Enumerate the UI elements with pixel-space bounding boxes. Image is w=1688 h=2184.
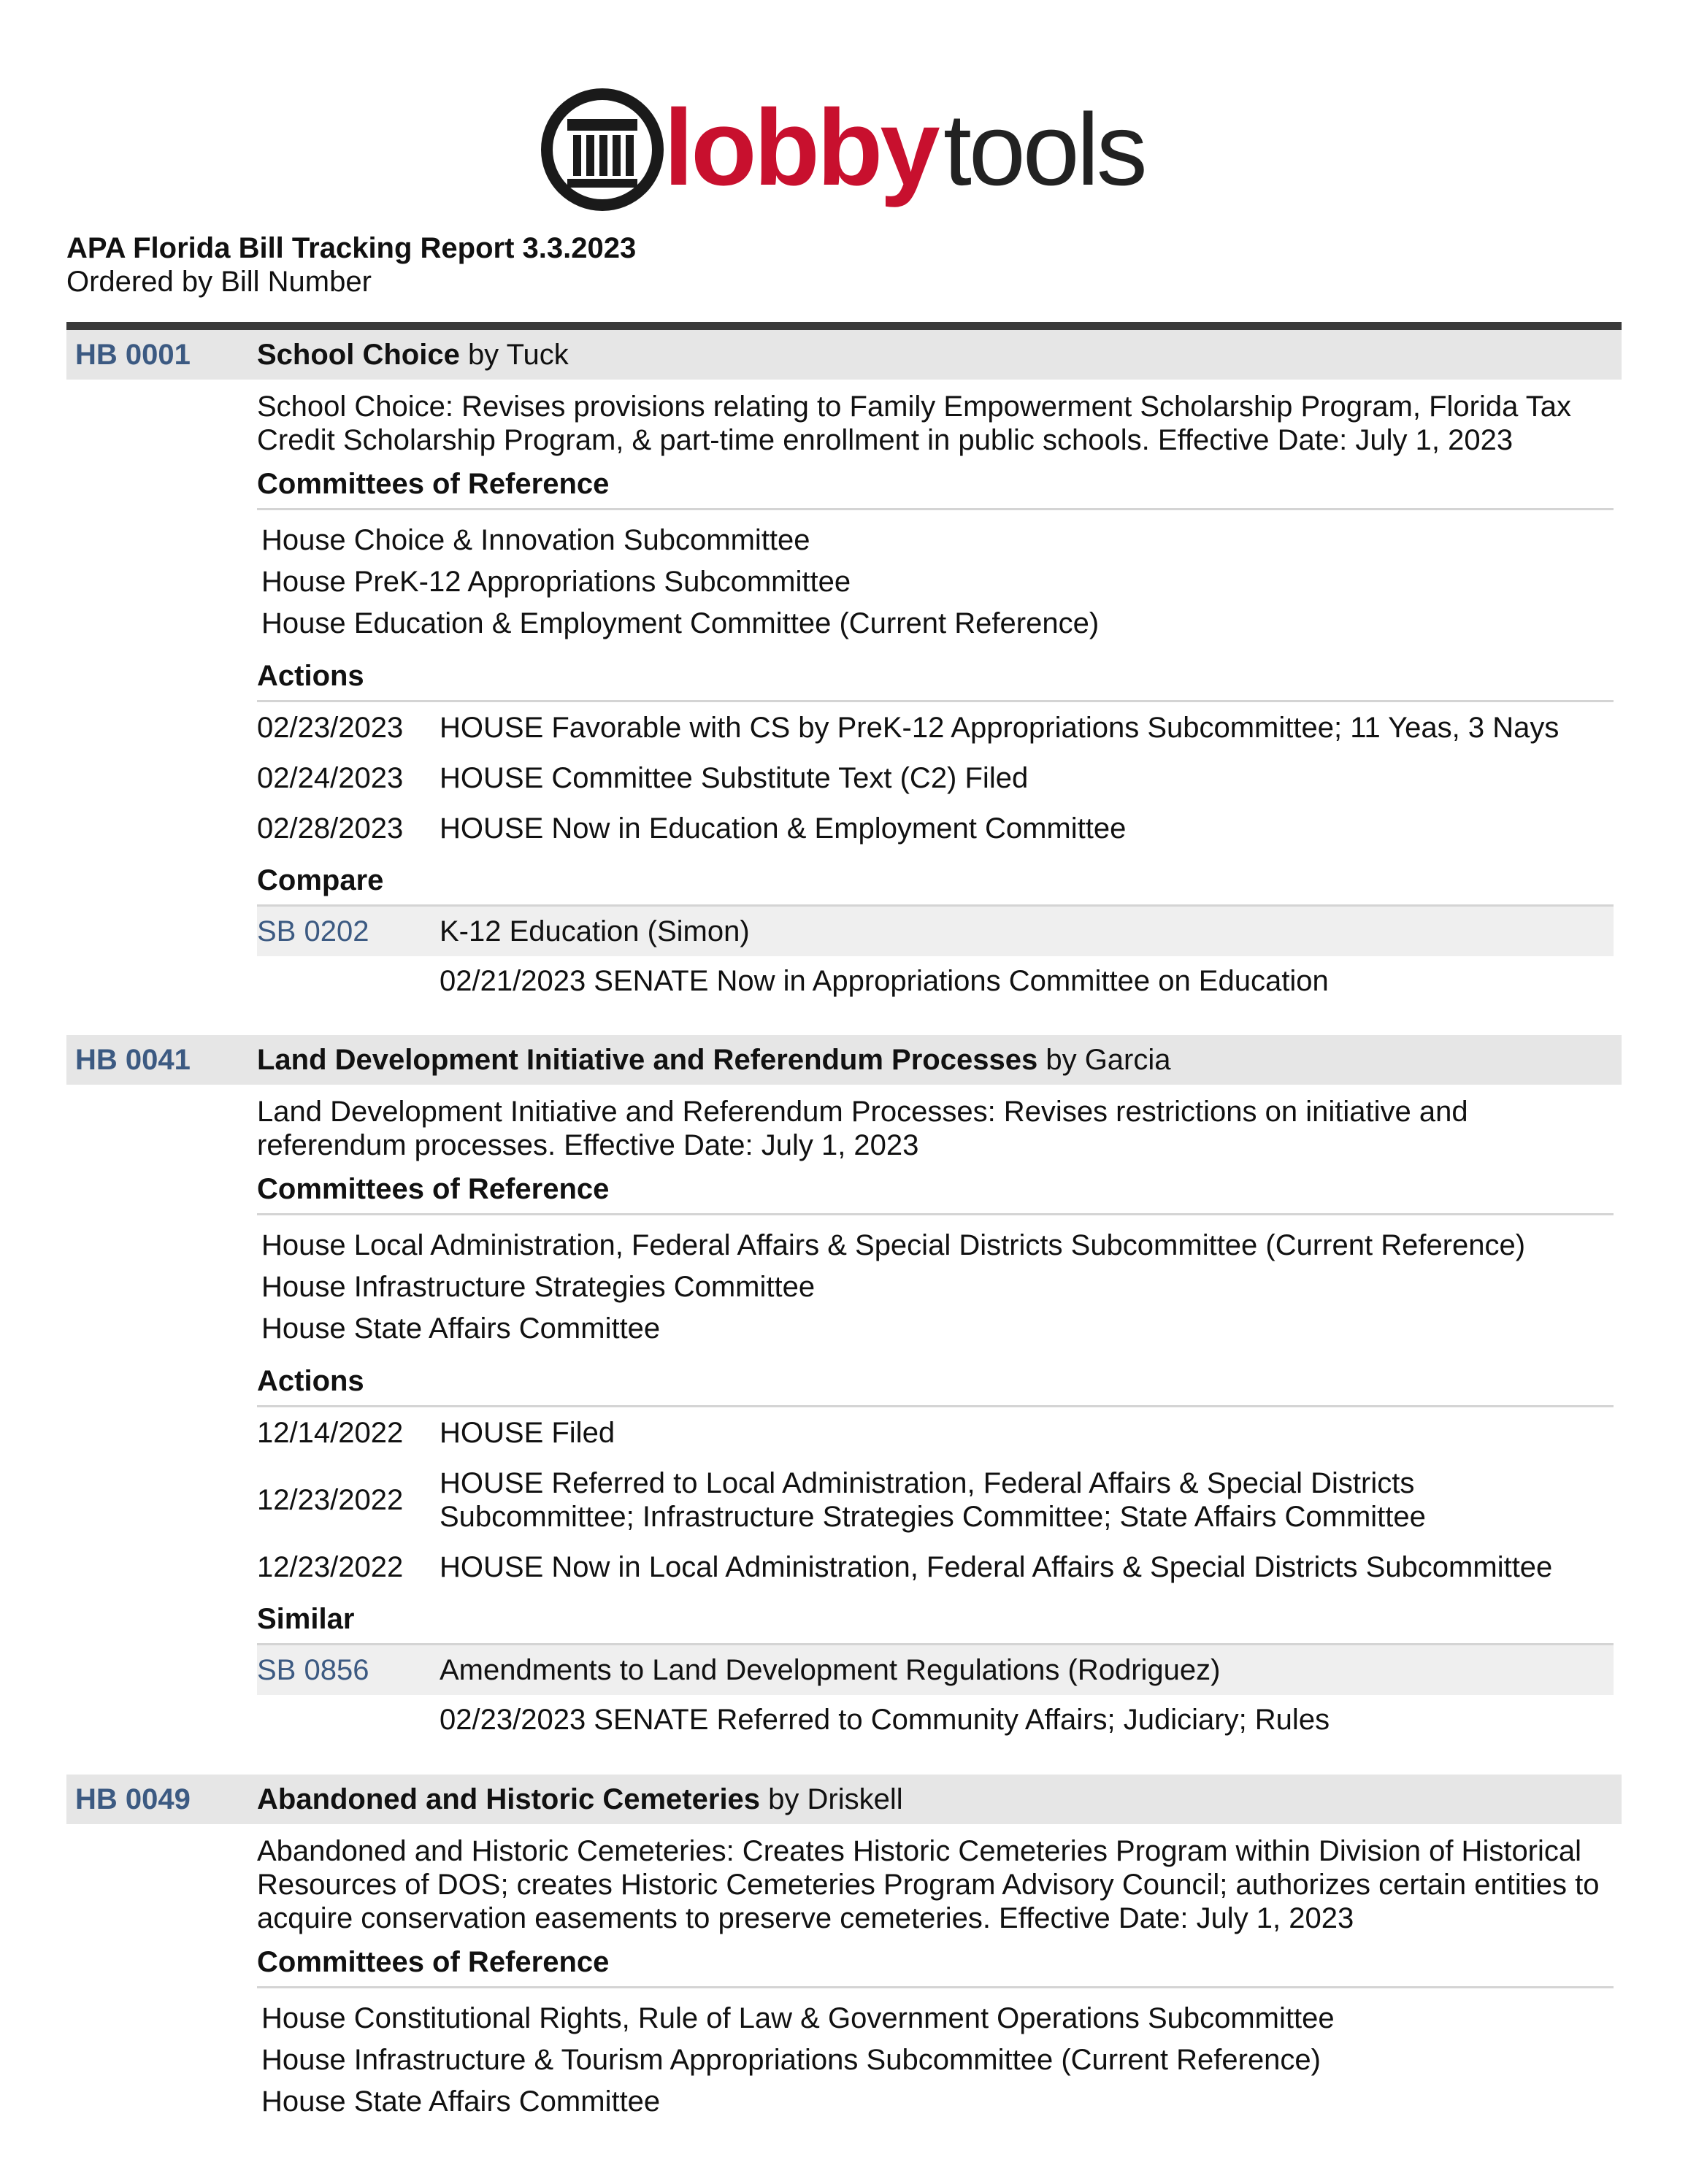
bill-number-link[interactable]: HB 0001 <box>75 339 191 371</box>
action-text: HOUSE Filed <box>440 1417 615 1449</box>
bill-title: School Choice <box>257 339 460 371</box>
lobbytools-logo <box>538 77 1159 223</box>
action-row <box>257 702 1614 753</box>
report-subtitle: Ordered by Bill Number <box>66 266 372 298</box>
capitol-column-icon <box>547 94 658 205</box>
compare-heading: Compare <box>257 864 1614 907</box>
related-bill-title: Amendments to Land Development Regulations (Rodriguez) <box>440 1654 1221 1686</box>
committee-item: House State Affairs Committee <box>261 1312 661 1345</box>
similar-heading: Similar <box>257 1602 1614 1645</box>
action-text: HOUSE Now in Local Administration, Federal Affairs & Special Districts Subcommittee <box>440 1551 1553 1583</box>
related-bill-row <box>257 1645 1614 1695</box>
bill-title-line <box>257 1035 1171 1085</box>
bill-sponsor: by Driskell <box>768 1783 903 1815</box>
action-date: 12/14/2022 <box>257 1417 404 1449</box>
bill-sponsor: by Tuck <box>467 339 569 371</box>
related-bill-action: 02/21/2023 SENATE Now in Appropriations Committee on Education <box>440 965 1329 997</box>
bill-number-link[interactable]: HB 0041 <box>75 1044 191 1076</box>
committee-list <box>257 1988 1614 2127</box>
committees-heading: Committees of Reference <box>257 1172 1614 1215</box>
related-bill-action: 02/23/2023 SENATE Referred to Community Affairs; Judiciary; Rules <box>440 1704 1330 1736</box>
action-row <box>257 803 1614 853</box>
bill-entry <box>66 1035 1622 1745</box>
action-text: HOUSE Committee Substitute Text (C2) Filed <box>440 762 1029 794</box>
action-date: 02/28/2023 <box>257 812 404 845</box>
actions-heading: Actions <box>257 659 1614 702</box>
bill-title: Land Development Initiative and Referendum Processes <box>257 1044 1038 1076</box>
committee-item: House Constitutional Rights, Rule of Law & Government Operations Subcommittee <box>261 2002 1335 2034</box>
bill-number-link[interactable]: HB 0049 <box>75 1783 191 1815</box>
committee-list <box>257 510 1614 649</box>
committee-item: House Infrastructure Strategies Committee <box>261 1271 816 1303</box>
bill-header-bar <box>66 1035 1622 1085</box>
bill-title: Abandoned and Historic Cemeteries <box>257 1783 761 1815</box>
actions-heading: Actions <box>257 1364 1614 1407</box>
bill-header-bar <box>66 1774 1622 1824</box>
action-text: HOUSE Favorable with CS by PreK-12 Appropriations Subcommittee; 11 Yeas, 3 Nays <box>440 712 1560 744</box>
committee-item: House Infrastructure & Tourism Appropriations Subcommittee (Current Reference) <box>261 2044 1321 2076</box>
header-divider <box>66 322 1622 330</box>
action-row <box>257 1458 1614 1542</box>
action-row <box>257 1542 1614 1592</box>
action-date: 12/23/2022 <box>257 1551 404 1583</box>
related-bill-title: K-12 Education (Simon) <box>440 915 750 947</box>
action-date: 12/23/2022 <box>257 1484 404 1516</box>
bill-entry <box>66 1774 1622 2127</box>
report-title: APA Florida Bill Tracking Report 3.3.2023 <box>66 232 637 264</box>
bill-sponsor: by Garcia <box>1046 1044 1171 1076</box>
bill-summary: School Choice: Revises provisions relating to Family Empowerment Scholarship Program, Florida Tax Credit Scholarship Program, & part-time enrollment in public schools. Effective Date: July 1, 2023 <box>257 391 1571 456</box>
bill-summary: Abandoned and Historic Cemeteries: Creates Historic Cemeteries Program within Division of Historical Resources of DOS; creates Historic Cemeteries Program Advisory Council; authorizes certain entities to acquire conservation easements to preserve cemeteries. Effective Date: July 1, 2023 <box>257 1835 1600 1934</box>
committee-list <box>257 1215 1614 1354</box>
committees-heading: Committees of Reference <box>257 1945 1614 1988</box>
related-bill-link[interactable]: SB 0856 <box>257 1654 369 1686</box>
action-row <box>257 753 1614 803</box>
action-row <box>257 1407 1614 1458</box>
committees-heading: Committees of Reference <box>257 467 1614 510</box>
action-date: 02/23/2023 <box>257 712 404 744</box>
logo-word-lobby: lobby <box>664 88 937 208</box>
action-date: 02/24/2023 <box>257 762 404 794</box>
logo-word-tools: tools <box>943 92 1145 207</box>
bill-summary: Land Development Initiative and Referendum Processes: Revises restrictions on initiative and referendum processes. Effective Date: July 1, 2023 <box>257 1096 1468 1161</box>
action-text: HOUSE Now in Education & Employment Committee <box>440 812 1127 845</box>
action-text: HOUSE Referred to Local Administration, Federal Affairs & Special Districts Subcommittee; Infrastructure Strategies Committee; State Affairs Committee <box>440 1467 1426 1533</box>
bill-title-line <box>257 330 569 380</box>
committee-item: House Education & Employment Committee (Current Reference) <box>261 607 1100 639</box>
committee-item: House Local Administration, Federal Affairs & Special Districts Subcommittee (Current Reference) <box>261 1229 1526 1261</box>
committee-item: House State Affairs Committee <box>261 2085 661 2118</box>
bill-title-line <box>257 1774 903 1824</box>
committee-item: House Choice & Innovation Subcommittee <box>261 524 810 556</box>
related-bill-link[interactable]: SB 0202 <box>257 915 369 947</box>
bill-header-bar <box>66 330 1622 380</box>
related-bill-row <box>257 907 1614 956</box>
committee-item: House PreK-12 Appropriations Subcommittee <box>261 566 851 598</box>
bill-entry <box>66 330 1622 1006</box>
